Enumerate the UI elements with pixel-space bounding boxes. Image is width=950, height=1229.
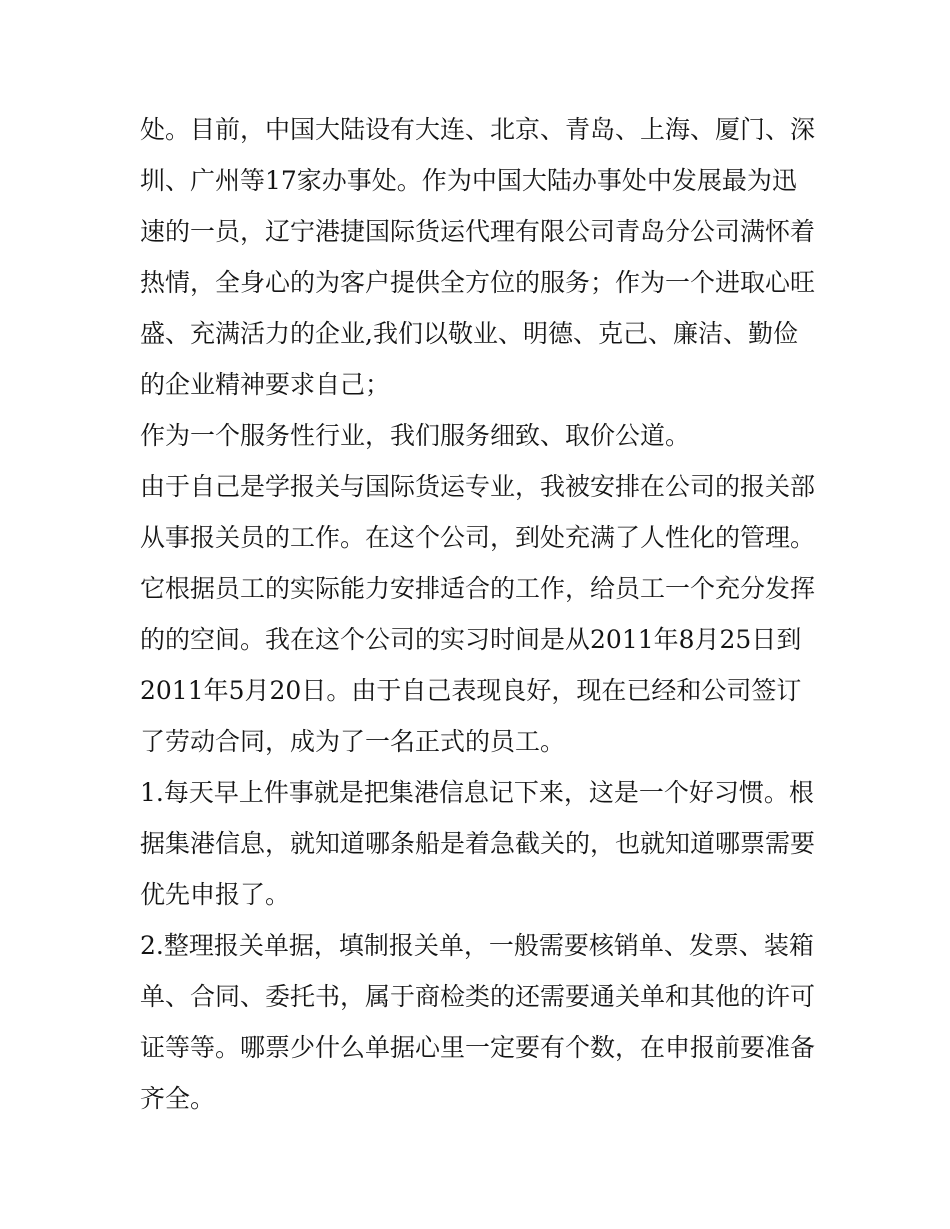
text-line: 处。目前，中国大陆设有大连、北京、青岛、上海、厦门、深 xyxy=(140,115,816,144)
text-line: 作为一个服务性行业，我们服务细致、取价公道。 xyxy=(140,421,691,450)
text-line: 速的一员，辽宁港捷国际货运代理有限公司青岛分公司满怀着 xyxy=(140,217,816,246)
text-line: 齐全。 xyxy=(140,1084,216,1113)
text-line: 热情，全身心的为客户提供全方位的服务；作为一个进取心旺 xyxy=(140,268,816,297)
body-text xyxy=(140,104,820,1124)
text-line: 由于自己是学报关与国际货运专业，我被安排在公司的报关部 xyxy=(140,472,816,501)
text-line: 1.每天早上件事就是把集港信息记下来，这是一个好习惯。根 xyxy=(140,778,814,807)
text-line: 的企业精神要求自己； xyxy=(140,370,391,399)
text-line: 据集港信息，就知道哪条船是着急截关的，也就知道哪票需要 xyxy=(140,829,816,858)
text-line: 2.整理报关单据，填制报关单，一般需要核销单、发票、装箱 xyxy=(140,931,814,960)
text-line: 证等等。哪票少什么单据心里一定要有个数，在申报前要准备 xyxy=(140,1033,816,1062)
text-line: 优先申报了。 xyxy=(140,880,291,909)
text-line: 从事报关员的工作。在这个公司，到处充满了人性化的管理。 xyxy=(140,523,816,552)
text-line: 圳、广州等17家办事处。作为中国大陆办事处中发展最为迅 xyxy=(140,166,797,195)
text-line: 盛、充满活力的企业,我们以敬业、明德、克己、廉洁、勤俭 xyxy=(140,319,798,348)
text-line: 了劳动合同，成为了一名正式的员工。 xyxy=(140,727,566,756)
text-line: 单、合同、委托书，属于商检类的还需要通关单和其他的许可 xyxy=(140,982,816,1011)
text-line: 的的空间。我在这个公司的实习时间是从2011年8月25日到 xyxy=(140,625,802,654)
text-line: 2011年5月20日。由于自己表现良好，现在已经和公司签订 xyxy=(140,676,802,705)
text-line: 它根据员工的实际能力安排适合的工作，给员工一个充分发挥 xyxy=(140,574,816,603)
